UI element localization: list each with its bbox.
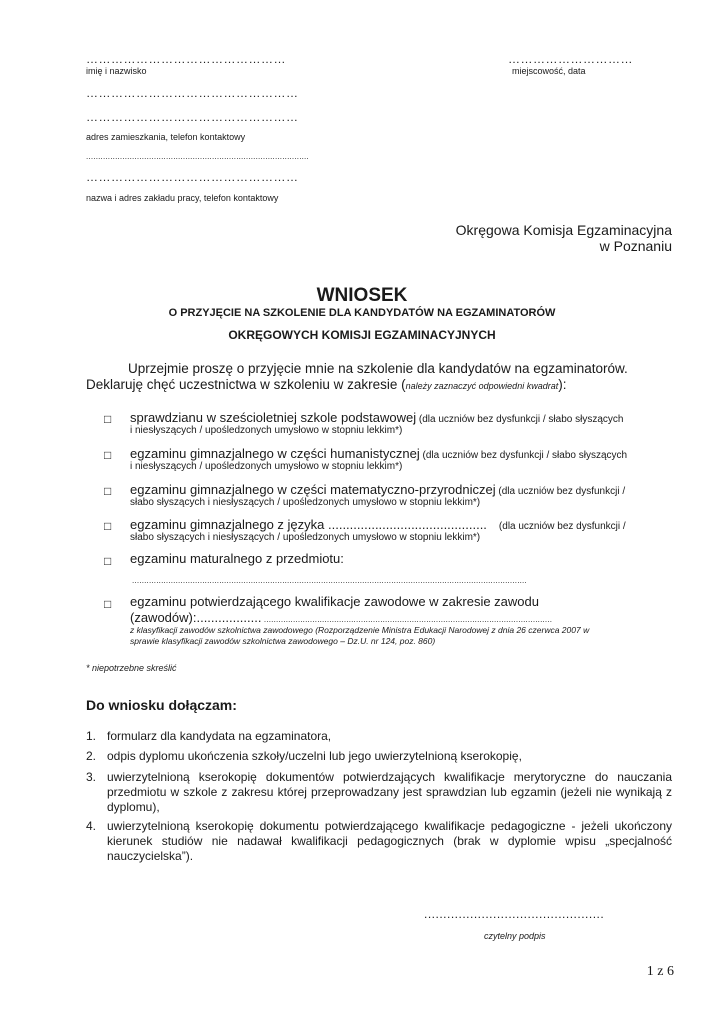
place-date-dots: ………………………… (508, 52, 633, 66)
footnote: * niepotrzebne skreślić (86, 663, 177, 673)
checkbox-option-4[interactable]: □ (104, 519, 112, 533)
option-6-ref-1: z klasyfikacji zawodów szkolnictwa zawodowego (Rozporządzenie Ministra Edukacji Narodowej z dnia 26 czerwca 2007 w (130, 625, 590, 635)
option-6-dots: ....................................................................................................................... (261, 615, 553, 624)
option-1-main: sprawdzianu w sześcioletniej szkole podstawowej (130, 410, 417, 425)
option-1-line-2: i niesłyszących / upośledzonych umysłowo w stopniu lekkim*) (130, 425, 403, 436)
document-subtitle-2: OKRĘGOWYCH KOMISJI EGZAMINACYJNYCH (228, 328, 496, 342)
address-dots-3: ............................................................................................ (86, 152, 309, 161)
intro-line-2-start: Deklaruję chęć uczestnictwa w szkoleniu w zakresie ( (86, 377, 406, 392)
list-item-number: 1. (86, 729, 97, 743)
intro-line-2-end: ): (558, 377, 567, 392)
address-label: adres zamieszkania, telefon kontaktowy (86, 132, 246, 142)
list-item-number: 2. (86, 749, 97, 763)
checkbox-option-6[interactable]: □ (104, 597, 112, 611)
attachments-heading: Do wniosku dołączam: (86, 697, 237, 713)
list-item (86, 770, 676, 816)
work-dots: …………………………………………… (86, 170, 299, 184)
option-2-note: (dla uczniów bez dysfunkcji / słabo słyszących (419, 450, 628, 461)
checkbox-option-5[interactable]: □ (104, 554, 112, 568)
option-6-ref-2: sprawie klasyfikacji zawodów szkolnictwa zawodowego – Dz.U. nr 124, poz. 860) (130, 636, 436, 646)
option-3-main: egzaminu gimnazjalnego w części matematyczno-przyrodniczej (130, 482, 496, 497)
document-title: WNIOSEK (316, 285, 408, 306)
address-dots-1: …………………………………………… (86, 86, 299, 100)
option-3-note: (dla uczniów bez dysfunkcji / (495, 486, 626, 497)
intro-line-2-hint: należy zaznaczyć odpowiedni kwadrat (405, 381, 559, 391)
address-dots-2: …………………………………………… (86, 110, 299, 124)
checkbox-option-1[interactable]: □ (104, 412, 112, 426)
document-subtitle-1: O PRZYJĘCIE NA SZKOLENIE DLA KANDYDATÓW NA EGZAMINATORÓW (168, 307, 556, 319)
list-item (86, 749, 676, 765)
option-1-note: (dla uczniów bez dysfunkcji / słabo słyszących (416, 414, 624, 425)
option-5-dots: ................................................................................................................................................................... (132, 576, 527, 585)
option-6-main: egzaminu potwierdzającego kwalifikacje zawodowe w zakresie zawodu (130, 594, 539, 609)
page-number: 1 z 6 (646, 964, 674, 979)
option-6-professions: (zawodów):.................. (130, 610, 262, 625)
option-3-line-2: słabo słyszących i niesłyszących / upośledzonych umysłowo w stopniu lekkim*) (130, 497, 481, 508)
option-2-line-2: i niesłyszących / upośledzonych umysłowo w stopniu lekkim*) (130, 461, 403, 472)
place-date-label: miejscowość, data (512, 66, 586, 76)
signature-dots: ............................................... (424, 907, 605, 921)
list-item-text: formularz dla kandydata na egzaminatora, (107, 729, 332, 743)
checkbox-option-3[interactable]: □ (104, 484, 112, 498)
option-2-main: egzaminu gimnazjalnego w części humanistycznej (130, 446, 420, 461)
option-4-main: egzaminu gimnazjalnego z języka ............................................ (130, 517, 487, 532)
list-item (86, 729, 676, 745)
work-label: nazwa i adres zakładu pracy, telefon kontaktowy (86, 193, 279, 203)
list-item-number: 4. (86, 819, 97, 833)
option-4-line-2: słabo słyszących i niesłyszących / upośledzonych umysłowo w stopniu lekkim*) (130, 532, 481, 543)
list-item (86, 819, 676, 865)
checkbox-option-2[interactable]: □ (104, 448, 112, 462)
list-item-text: uwierzytelnioną kserokopię dokumentu potwierdzającego kwalifikacje pedagogiczne - jeżeli ukończony kierunek studiów nie nadawał kwalifikacji pedagogicznych (brak w dyplomie wpisu „specjalność nauczycielska”). (107, 819, 672, 863)
option-4-note: (dla uczniów bez dysfunkcji / (498, 521, 626, 532)
intro-line-2 (86, 377, 566, 392)
intro-line-1: Uprzejmie proszę o przyjęcie mnie na szkolenie dla kandydatów na egzaminatorów. (128, 361, 628, 376)
list-item-text: uwierzytelnioną kserokopię dokumentów potwierdzających kwalifikacje merytoryczne do nauczania przedmiotu w szkole z zakresu której przeprowadzany jest sprawdzian lub egzamin (jeżeli nie wynikają z dyplomu), (107, 770, 672, 814)
list-item-number: 3. (86, 770, 97, 784)
recipient-line-2: w Poznaniu (599, 238, 672, 254)
list-item-text: odpis dyplomu ukończenia szkoły/uczelni lub jego uwierzytelnioną kserokopię, (107, 749, 522, 763)
signature-label: czytelny podpis (484, 931, 546, 941)
name-label: imię i nazwisko (86, 66, 147, 76)
name-dots: ………………………………………… (86, 52, 286, 66)
option-5-main: egzaminu maturalnego z przedmiotu: (130, 551, 344, 566)
recipient-line-1: Okręgowa Komisja Egzaminacyjna (455, 222, 672, 238)
